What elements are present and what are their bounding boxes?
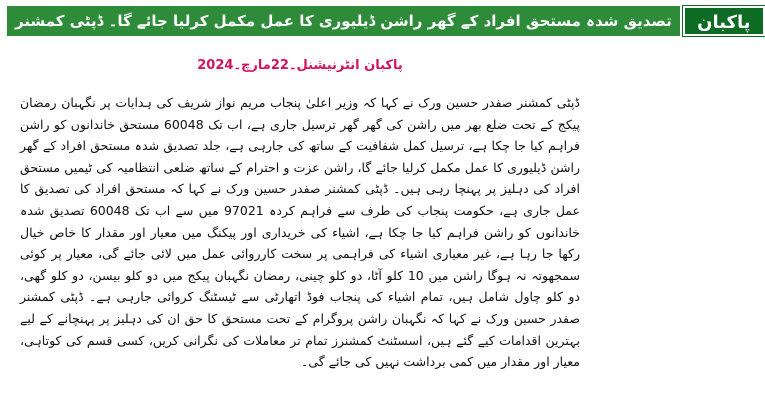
headline: تصدیق شدہ مستحق افراد کے گھر راشن ڈیلیوری کا عمل مکمل کرلیا جائے گا۔ ڈپٹی کمشنر [7, 6, 680, 36]
header-bar [7, 6, 751, 36]
brand-logo: پاکبان [683, 6, 765, 36]
article-body: ڈپٹی کمشنر صفدر حسین ورک نے کہا کہ وزیر اعلیٰ پنجاب مریم نواز شریف کی ہدایات پر نگہبان رمضان پیکج کے تحت ضلع بھر میں راشن کی گھر گھر ترسیل جاری ہے، اب تک 60048 مستحق خاندانوں کو راشن فراہم کیا جا چکا ہے، ترسیل کمل شفافیت کے ساتھ کی جارہی ہے، جلد تصدیق شدہ مستحق افراد کے گھر راشن ڈیلیوری کا عمل مکمل کرلیا جائے گا، راشن عزت و احترام کے ساتھ ضلعی انتظامیہ کی ٹیمیں مستحق افراد کی دہلیز پر پہنچا رہی ہیں۔ ڈپٹی کمشنر صفدر حسین ورک نے کہا کہ مستحق افراد کی تصدیق کا عمل جاری ہے، حکومت پنجاب کی طرف سے فراہم کردہ 97021 میں سے اب تک 60048 تصدیق شدہ خاندانوں کو راشن فراہم کیا جا چکا ہے، اشیاء کی خریداری اور پیکنگ میں معیار اور مقدار کا خاص خیال رکھا جا رہا ہے، غیر معیاری اشیاء کی فراہمی پر سخت کارروائی عمل میں لائی جائے گی، معیار پر کوئی سمجھوتہ نہ ہوگا راشن میں 10 کلو آٹا، دو کلو چینی، رمضان نگہبان پیکج میں دو کلو بیسن، دو کلو گھی، دو کلو چاول شامل ہیں، تمام اشیاء کی پنجاب فوڈ اتھارٹی سے ٹیسٹنگ کروائی جارہی ہے۔ ڈپٹی کمشنر صفدر حسین ورک نے کہا کہ نگہبان راشن پروگرام کے تحت مستحق کا حق ان کی دہلیز پر پہنچانے کے لیے بہترین اقدامات کیے گئے ہیں، اسسٹنٹ کمشنرز تمام تر معاملات کی نگرانی کریں، کسی قسم کی کوتاہی، معیار اور مقدار میں کمی برداشت نہیں کی جائے گی۔ [20, 95, 581, 370]
dateline: پاکبان انٹرنیشنل۔22مارچ۔2024 [197, 58, 403, 73]
